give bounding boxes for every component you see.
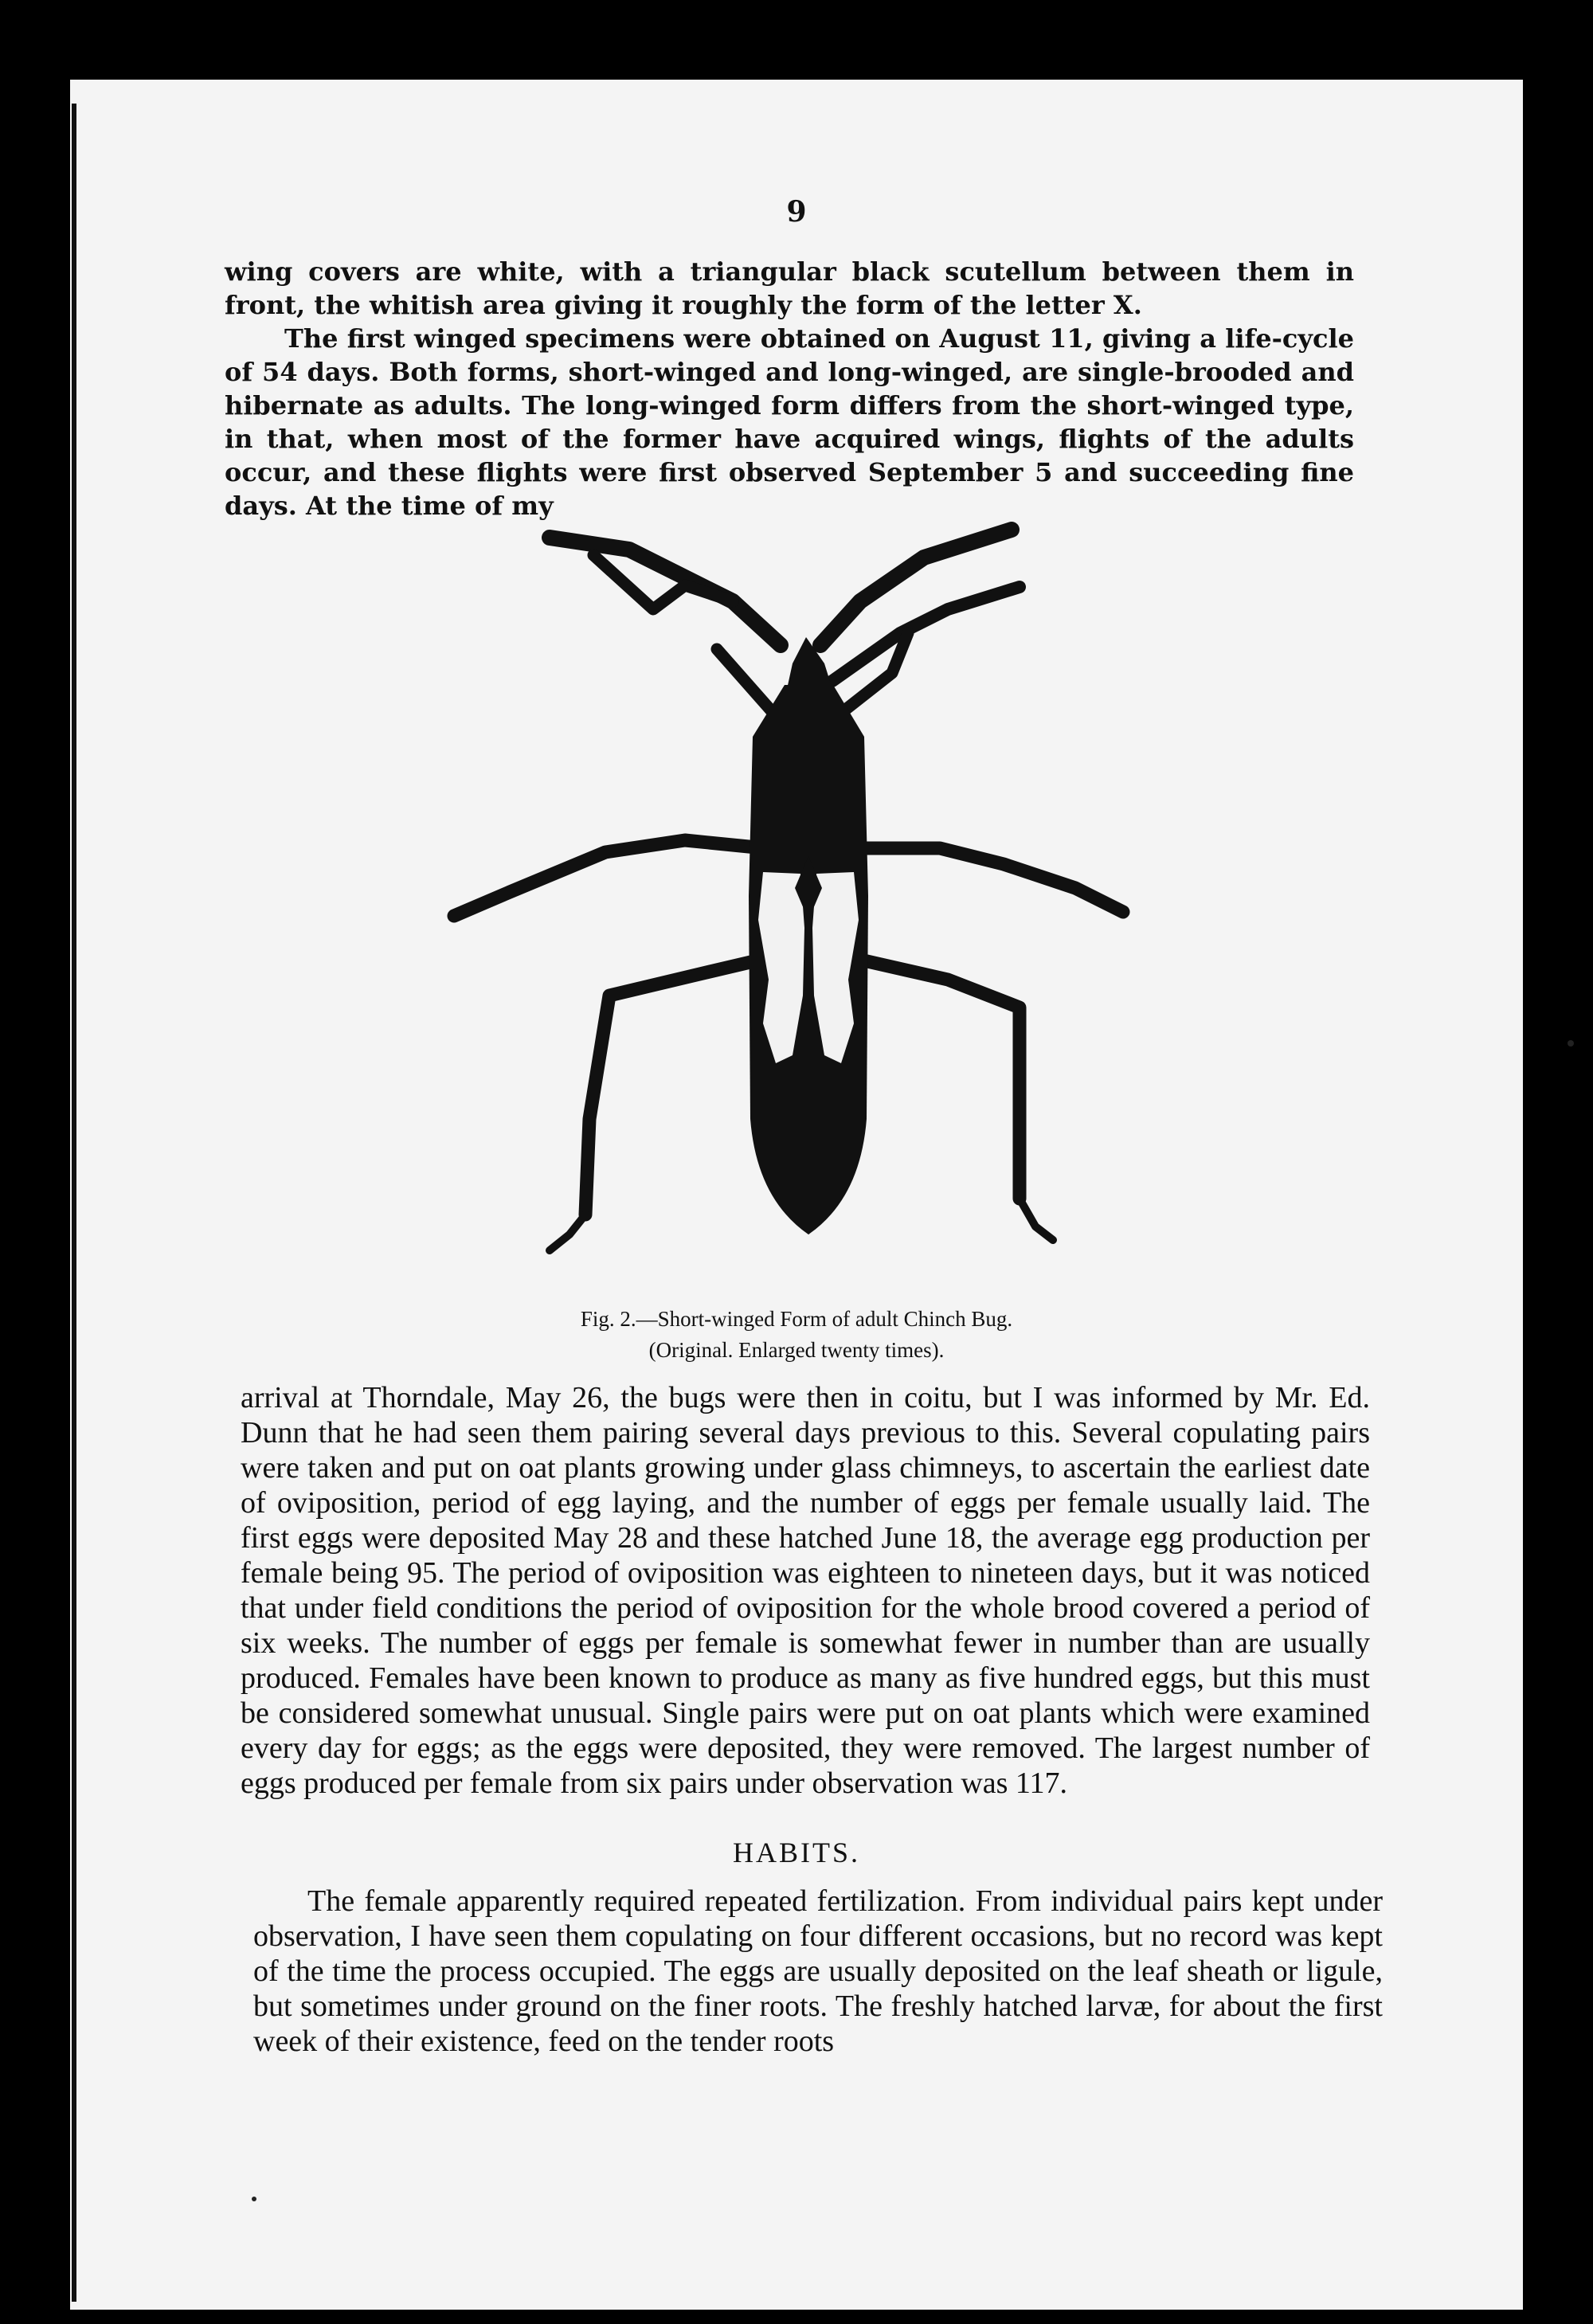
paragraph-continuation: wing covers are white, with a triangular black scutellum between them in front, the whitish area giving it roughly the form of the letter X.	[225, 256, 1354, 320]
chinch-bug-illustration	[390, 514, 1211, 1302]
paragraph-habits: The female apparently required repeated fertilization. From individual pairs kept under observation, I have seen them copulating on four different occasions, but no record was kept of the time the process occupied. The eggs are usually deposited on the leaf sheath or ligule, but sometimes under ground on the finer roots. The freshly hatched larvæ, for about the first week of their existence, feed on the tender roots	[253, 1884, 1383, 2058]
figure-caption-line2: (Original. Enlarged twenty times).	[648, 1338, 945, 1362]
scan-speck	[1568, 1040, 1574, 1047]
binding-edge	[72, 104, 76, 2302]
section-heading-habits: HABITS.	[732, 1837, 860, 1868]
scan-speck	[252, 2197, 256, 2201]
chinch-bug-figure	[390, 514, 1211, 1302]
page-number: 9	[786, 195, 807, 229]
figure-caption-line1: Fig. 2.—Short-winged Form of adult Chinch Bug.	[580, 1307, 1013, 1331]
paragraph-winged-specimens: The first winged specimens were obtained on August 11, giving a life-cycle of 54 days. Both forms, short-winged and long-winged, are single-brooded and hibernate as adults. The long-winged form differs from the short-winged type, in that, when most of the former have acquired wings, flights of the adults occur, and these flights were first observed September 5 and succeeding fine days. At the time of my	[225, 323, 1354, 521]
paragraph-thorndale: arrival at Thorndale, May 26, the bugs were then in coitu, but I was informed by Mr. Ed. Dunn that he had seen them pairing several days previous to this. Several copulating pairs were taken and put on oat plants growing under glass chimneys, to ascertain the earliest date of oviposition, period of egg laying, and the number of eggs per female usually laid. The first eggs were deposited May 28 and these hatched June 18, the average egg production per female being 95. The period of oviposition was eighteen to nineteen days, but it was noticed that under field conditions the period of oviposition for the whole brood covered a period of six weeks. The number of eggs per female is somewhat fewer in number than are usually produced. Females have been known to produce as many as five hundred eggs, but this must be considered somewhat unusual. Single pairs were put on oat plants which were examined every day for eggs; as the eggs were deposited, they were removed. The largest number of eggs produced per female from six pairs under observation was 117.	[241, 1381, 1370, 1800]
